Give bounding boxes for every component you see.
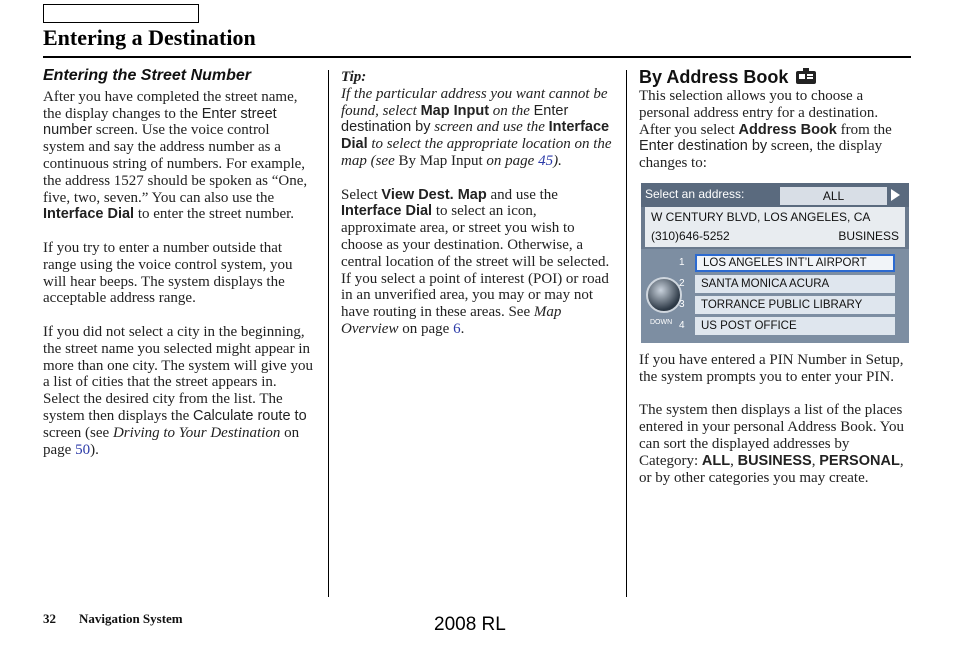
address-list (641, 249, 909, 343)
list-item[interactable]: SANTA MONICA ACURA (695, 275, 895, 293)
right-paragraph-3: The system then displays a list of the places entered in your personal Address Book. You can sort the displayed addresses by Category: ALL, BUSINESS, PERSONAL, or by other categories you may create. (639, 402, 904, 486)
address-book-heading: By Address Book (639, 68, 911, 86)
left-paragraph-1: After you have completed the street name, the display changes to the Enter street number screen. Use the voice control system and say the address number as a continuous string of numbers. For example, the address 1527 should be spoken as “One, five, two, seven.” You can also use the Interface Dial to enter the street number. (43, 88, 308, 223)
middle-column (341, 69, 613, 355)
address-book-screen (641, 183, 909, 343)
right-paragraph-1: This selection allows you to choose a personal address entry for a destination. After you select Address Book from the Enter destination by screen, the display changes to: (639, 88, 892, 172)
interface-dial-icon (646, 277, 682, 313)
column-divider-2 (626, 70, 627, 597)
list-item-number: 3 (679, 299, 685, 310)
address-type: BUSINESS (838, 229, 899, 243)
category-selector[interactable]: ALL (780, 187, 887, 205)
down-label: DOWN (650, 319, 673, 326)
right-column-lower (639, 352, 911, 503)
left-column (43, 68, 315, 475)
left-paragraph-3: If you did not select a city in the beginning, the street name you selected might appear in more than one city. The system will give you a list of cities that the street appears in. Select the desired city from the list. The system then displays the Calculate route to screen (see Driving to Your Destination on page 50). (43, 323, 313, 458)
page-link-50[interactable]: 50 (75, 441, 91, 458)
title-rule (43, 56, 911, 58)
tip-label: Tip: (341, 69, 367, 85)
select-address-label: Select an address: (645, 187, 745, 201)
middle-paragraph-2: Select View Dest. Map and use the Interface Dial to select an icon, approximate area, or street you wish to choose as your destination. Otherwise, a central location of the street will be selected. If you select a point of interest (POI) or road in an unverified area, you may or may not have routing in these areas. See Map Overview on page 6. (341, 186, 610, 337)
section-subheading: Entering the Street Number (43, 67, 252, 84)
list-item[interactable]: TORRANCE PUBLIC LIBRARY (695, 296, 895, 314)
page-title: Entering a Destination (43, 25, 256, 50)
header-tab-box (43, 4, 199, 23)
footer-model: 2008 RL (434, 614, 506, 635)
right-column (639, 68, 911, 189)
column-divider-1 (328, 70, 329, 597)
address-line: W CENTURY BLVD, LOS ANGELES, CA (651, 210, 871, 224)
address-book-icon (794, 68, 818, 86)
footer-section: Navigation System (79, 611, 183, 626)
right-paragraph-2: If you have entered a PIN Number in Setup, the system prompts you to enter your PIN. (639, 352, 904, 385)
page-number: 32 (43, 611, 56, 626)
list-item[interactable]: US POST OFFICE (695, 317, 895, 335)
right-arrow-icon[interactable] (891, 189, 900, 201)
page-link-6[interactable]: 6 (453, 320, 461, 337)
list-item-number: 2 (679, 278, 685, 289)
phone-line: (310)646-5252 (651, 229, 730, 243)
list-item-number: 1 (679, 257, 685, 268)
page-link-45[interactable]: 45 (538, 152, 554, 169)
list-item[interactable]: LOS ANGELES INT’L AIRPORT (695, 254, 895, 272)
list-item-number: 4 (679, 320, 685, 331)
address-info-panel (645, 207, 905, 247)
tip-paragraph: If the particular address you want cannot be found, select Map Input on the Enter destination by screen and use the Interface Dial to select the appropriate location on the map (see By Map Input on page 45). (341, 85, 612, 169)
left-paragraph-2: If you try to enter a number outside that range using the voice control system, you will hear beeps. The system displays the acceptable address range. (43, 239, 293, 307)
